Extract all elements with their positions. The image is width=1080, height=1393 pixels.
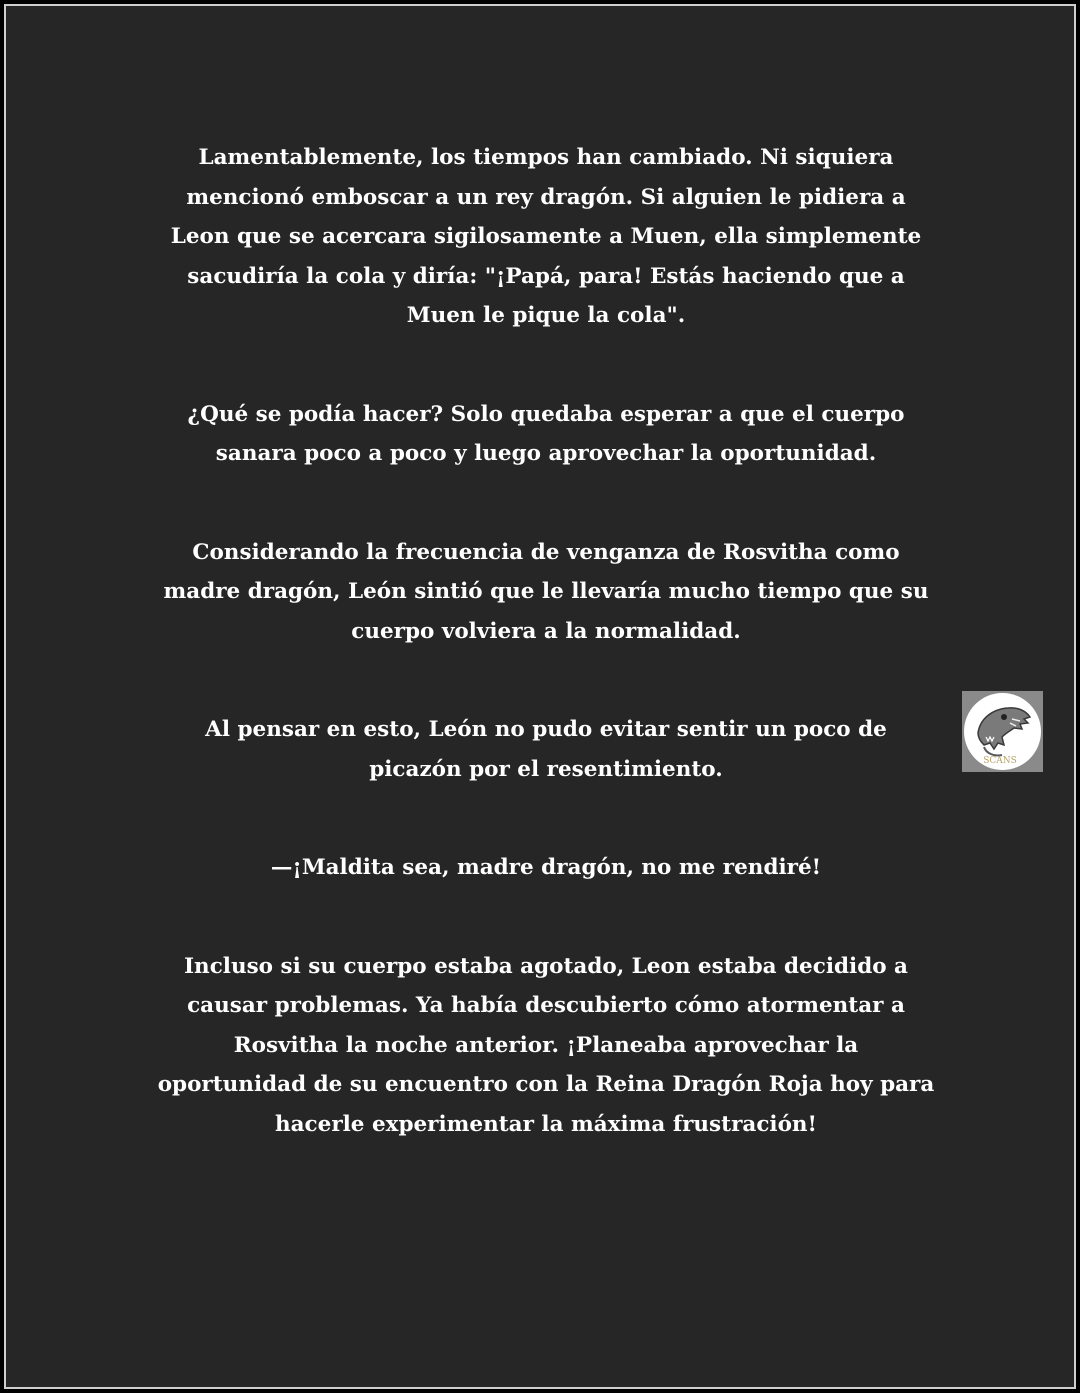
paragraph-3: Considerando la frecuencia de venganza de Rosvitha como madre dragón, León sintió que le llevaría mucho tiempo que su cuerpo volviera a la normalidad. [163, 539, 929, 644]
paragraph-6: Incluso si su cuerpo estaba agotado, Leon estaba decidido a causar problemas. Ya había descubierto cómo atormentar a Rosvitha la noche anterior. ¡Planeaba aprovechar la oportunidad de su encuentro con la Reina Dragón Roja hoy para hacerle experimentar la máxima frustración! [157, 953, 935, 1137]
paragraph-2: ¿Qué se podía hacer? Solo quedaba esperar a que el cuerpo sanara poco a poco y luego aprovechar la oportunidad. [187, 401, 905, 466]
scanlation-logo [962, 691, 1043, 772]
paragraph-1: Lamentablemente, los tiempos han cambiado. Ni siquiera mencionó emboscar a un rey dragón. Si alguien le pidiera a Leon que se acercara sigilosamente a Muen, ella simplemente sacudiría la cola y diría: "¡Papá, para! Estás haciendo que a Muen le pique la cola". [170, 145, 922, 328]
text-content [156, 138, 936, 1203]
dinosaur-skull-icon [964, 693, 1041, 770]
logo-label: SCANS [983, 756, 1017, 766]
paragraph-4: Al pensar en esto, León no pudo evitar sentir un poco de picazón por el resentimiento. [205, 717, 887, 782]
paragraph-5: —¡Maldita sea, madre dragón, no me rendiré! [270, 855, 822, 880]
page-frame [4, 4, 1076, 1389]
